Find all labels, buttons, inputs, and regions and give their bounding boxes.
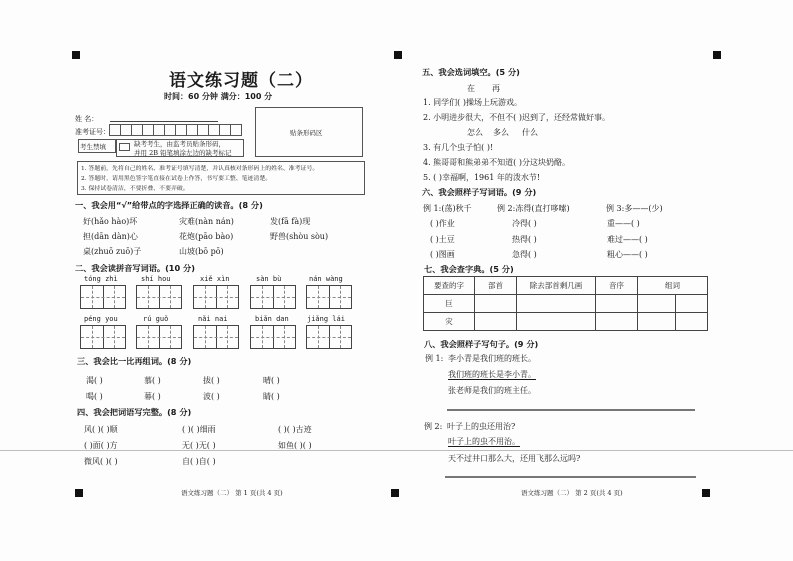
pinyin-label: rú guǒ bbox=[143, 315, 169, 323]
pinyin-label: xiě xìn bbox=[200, 275, 230, 283]
s3-item[interactable]: 渴( ) bbox=[86, 376, 103, 385]
s1-item[interactable]: 桌(zhuō zuō)子 bbox=[83, 247, 142, 256]
s6-item[interactable]: 冷得( ) bbox=[512, 219, 537, 228]
s3-item[interactable]: 晴( ) bbox=[263, 376, 280, 385]
s1-item[interactable]: 灾难(nàn nán) bbox=[179, 217, 234, 226]
s1-item[interactable]: 花炮(pāo bào) bbox=[179, 232, 234, 241]
example-1-answer: 我们班的班长是李小青。 bbox=[448, 370, 536, 379]
page-1-footer: 语文练习题（二） 第 1 页(共 4 页) bbox=[181, 489, 283, 497]
answer-cell[interactable] bbox=[676, 313, 708, 331]
name-field[interactable] bbox=[110, 121, 218, 122]
answer-line[interactable] bbox=[447, 409, 695, 411]
word-choice: 在 bbox=[467, 84, 475, 93]
answer-cell[interactable] bbox=[596, 295, 638, 313]
answer-cell[interactable] bbox=[638, 295, 676, 313]
writing-grid[interactable] bbox=[136, 285, 182, 309]
absent-checkbox[interactable] bbox=[119, 143, 130, 151]
writing-grid[interactable] bbox=[193, 325, 239, 349]
pinyin-label: sàn bù bbox=[256, 275, 282, 283]
s4-item[interactable]: 无( )无( ) bbox=[182, 441, 216, 450]
example-1-task: 张老师是我们的班主任。 bbox=[448, 386, 536, 395]
pinyin-label: tóng zhì bbox=[84, 275, 118, 283]
instruction-3: 3. 保持试卷清洁，不要折叠、不要弄破。 bbox=[81, 186, 189, 192]
pinyin-label: péng you bbox=[84, 315, 118, 323]
answer-cell[interactable] bbox=[676, 295, 708, 313]
pinyin-label: jiǎng lái bbox=[307, 315, 345, 323]
answer-cell[interactable] bbox=[517, 313, 596, 331]
registration-mark bbox=[75, 489, 83, 497]
s4-item[interactable]: 风( )( )顺 bbox=[84, 425, 118, 434]
instruction-2: 2. 答题时，请用黑色签字笔直接在试卷上作答，书写要工整、笔迹清楚。 bbox=[81, 176, 272, 182]
header-words: 组词 bbox=[638, 277, 708, 295]
word-choice: 怎么 bbox=[467, 128, 483, 137]
s6-example: 例 3:多——(少) bbox=[606, 204, 663, 213]
s1-item[interactable]: 好(hǎo hào)坏 bbox=[83, 217, 138, 226]
s3-item[interactable]: 慕( ) bbox=[144, 376, 161, 385]
answer-cell[interactable] bbox=[475, 295, 517, 313]
answer-cell[interactable] bbox=[517, 295, 596, 313]
header-radical: 部首 bbox=[475, 277, 517, 295]
example-2-sentence: 叶子上的虫还用治? bbox=[447, 422, 516, 431]
example-1-sentence: 李小青是我们班的班长。 bbox=[448, 354, 536, 363]
table-header-row bbox=[424, 277, 708, 295]
section-7-heading: 七、我会查字典。(5 分) bbox=[424, 264, 514, 274]
pinyin-label: biǎn dan bbox=[255, 315, 289, 323]
s5-item[interactable]: 4. 熊哥哥和熊弟弟不知道( )分这块奶酪。 bbox=[423, 158, 570, 167]
s6-item[interactable]: 重——( ) bbox=[607, 219, 640, 228]
name-label: 姓 名： bbox=[75, 115, 99, 123]
s6-item[interactable]: 难过——( ) bbox=[607, 235, 648, 244]
s3-item[interactable]: 拔( ) bbox=[203, 376, 220, 385]
id-label: 准考证号： bbox=[75, 128, 110, 136]
s1-item[interactable]: 担(dān dàn)心 bbox=[83, 232, 138, 241]
example-2-label: 例 2: bbox=[424, 422, 443, 431]
s6-example: 例 1:(荡)秋千 bbox=[423, 204, 472, 213]
answer-cell[interactable] bbox=[638, 313, 676, 331]
s4-item[interactable]: 自( )自( ) bbox=[182, 457, 216, 466]
page-2-footer: 语文练习题（二） 第 2 页(共 4 页) bbox=[521, 489, 623, 497]
header-phonetic-order: 音序 bbox=[596, 277, 638, 295]
s6-item[interactable]: ( )作业 bbox=[430, 219, 455, 228]
word-choice: 再 bbox=[492, 84, 500, 93]
s1-item[interactable]: 野兽(shòu sòu) bbox=[270, 232, 329, 241]
s4-item[interactable]: 如鱼( )( ) bbox=[278, 441, 312, 450]
section-1-heading: 一、我会用“√”给带点的字选择正确的读音。(8 分) bbox=[75, 200, 263, 210]
writing-grid[interactable] bbox=[80, 325, 126, 349]
example-1-label: 例 1: bbox=[425, 354, 444, 363]
section-6-heading: 六、我会照样子写词语。(9 分) bbox=[422, 187, 537, 197]
writing-grid[interactable] bbox=[136, 325, 182, 349]
s6-item[interactable]: ( )图画 bbox=[430, 250, 455, 259]
s3-item[interactable]: 喝( ) bbox=[86, 392, 103, 401]
example-2-task: 天不过井口那么大，还用飞那么远吗? bbox=[448, 454, 581, 463]
word-choice: 什么 bbox=[522, 128, 538, 137]
writing-grid[interactable] bbox=[80, 285, 126, 309]
instruction-1: 1. 答题前，先将自己的姓名、准考证号填写清楚，并认真核对条形码上的姓名、准考证号。 bbox=[81, 166, 319, 172]
answer-line[interactable] bbox=[445, 476, 696, 478]
s4-item[interactable]: ( )( )古迹 bbox=[278, 425, 312, 434]
s3-item[interactable]: 睛( ) bbox=[263, 392, 280, 401]
s1-item[interactable]: 发(fā fà)现 bbox=[270, 217, 311, 226]
exam-title: 语文练习题（二） bbox=[169, 71, 313, 91]
section-5-heading: 五、我会选词填空。(5 分) bbox=[422, 67, 520, 77]
section-4-heading: 四、我会把词语写完整。(8 分) bbox=[77, 407, 192, 417]
table-row bbox=[424, 295, 708, 313]
registration-mark bbox=[391, 489, 399, 497]
pinyin-label: nǎi nai bbox=[198, 315, 228, 323]
absent-note-line1: 缺考考生，由监考员贴条形码， bbox=[134, 140, 225, 148]
s5-item[interactable]: 3. 有几个虫子怕( )! bbox=[423, 143, 494, 152]
answer-cell[interactable] bbox=[596, 313, 638, 331]
s4-item[interactable]: ( )面( )方 bbox=[84, 441, 118, 450]
exam-subtitle: 时间：60 分钟 满分：100 分 bbox=[164, 92, 273, 101]
pinyin-label: nán wàng bbox=[309, 275, 343, 283]
word-choice: 多么 bbox=[493, 128, 509, 137]
table-row bbox=[424, 313, 708, 331]
header-char: 要查的字 bbox=[424, 277, 475, 295]
section-2-heading: 二、我会读拼音写词语。(10 分) bbox=[75, 263, 195, 273]
lookup-char: 巨 bbox=[424, 295, 475, 313]
writing-grid[interactable] bbox=[250, 285, 296, 309]
section-8-heading: 八、我会照样子写句子。(9 分) bbox=[424, 339, 539, 349]
absent-note-line2: 并用 2B 铅笔填涂左边的缺考标记 bbox=[134, 149, 232, 157]
header-strokes: 除去部首剩几画 bbox=[517, 277, 596, 295]
s3-item[interactable]: 波( ) bbox=[203, 392, 220, 401]
s5-item[interactable]: 1. 同学们( )操场上玩游戏。 bbox=[423, 98, 522, 107]
barcode-area-label: 贴条形码区 bbox=[290, 129, 323, 137]
examinee-restricted-label: 考生禁填 bbox=[80, 143, 106, 151]
s6-item[interactable]: 热得( ) bbox=[512, 235, 537, 244]
s4-item[interactable]: ( )( )细雨 bbox=[182, 425, 216, 434]
s3-item[interactable]: 幕( ) bbox=[144, 392, 161, 401]
scan-artifact-line bbox=[0, 450, 793, 451]
s5-item[interactable]: 5. ( )幸福啊，1961 年的泼水节! bbox=[423, 173, 541, 182]
id-number-cells[interactable] bbox=[110, 124, 242, 136]
s4-item[interactable]: 微风( )( ) bbox=[84, 457, 118, 466]
example-2-answer: 叶子上的虫不用治。 bbox=[448, 437, 520, 446]
s6-item[interactable]: 急得( ) bbox=[512, 250, 537, 259]
lookup-char: 灾 bbox=[424, 313, 475, 331]
writing-grid[interactable] bbox=[250, 325, 296, 349]
writing-grid[interactable] bbox=[306, 285, 352, 309]
writing-grid[interactable] bbox=[306, 325, 352, 349]
registration-mark bbox=[72, 51, 80, 59]
writing-grid[interactable] bbox=[193, 285, 239, 309]
registration-mark bbox=[394, 51, 402, 59]
answer-cell[interactable] bbox=[475, 313, 517, 331]
registration-mark bbox=[702, 489, 710, 497]
s6-item[interactable]: 粗心——( ) bbox=[607, 250, 648, 259]
dictionary-table bbox=[423, 276, 708, 331]
pinyin-label: shí hou bbox=[141, 275, 171, 283]
s5-item[interactable]: 2. 小明进步很大，不但不( )迟到了，还经常做好事。 bbox=[423, 113, 610, 122]
s6-item[interactable]: ( )土豆 bbox=[430, 235, 455, 244]
s6-example: 例 2:冻得(直打哆嗦) bbox=[497, 204, 570, 213]
s1-item[interactable]: 山坡(bō pō) bbox=[179, 247, 224, 256]
registration-mark bbox=[713, 51, 721, 59]
section-3-heading: 三、我会比一比再组词。(8 分) bbox=[77, 356, 192, 366]
